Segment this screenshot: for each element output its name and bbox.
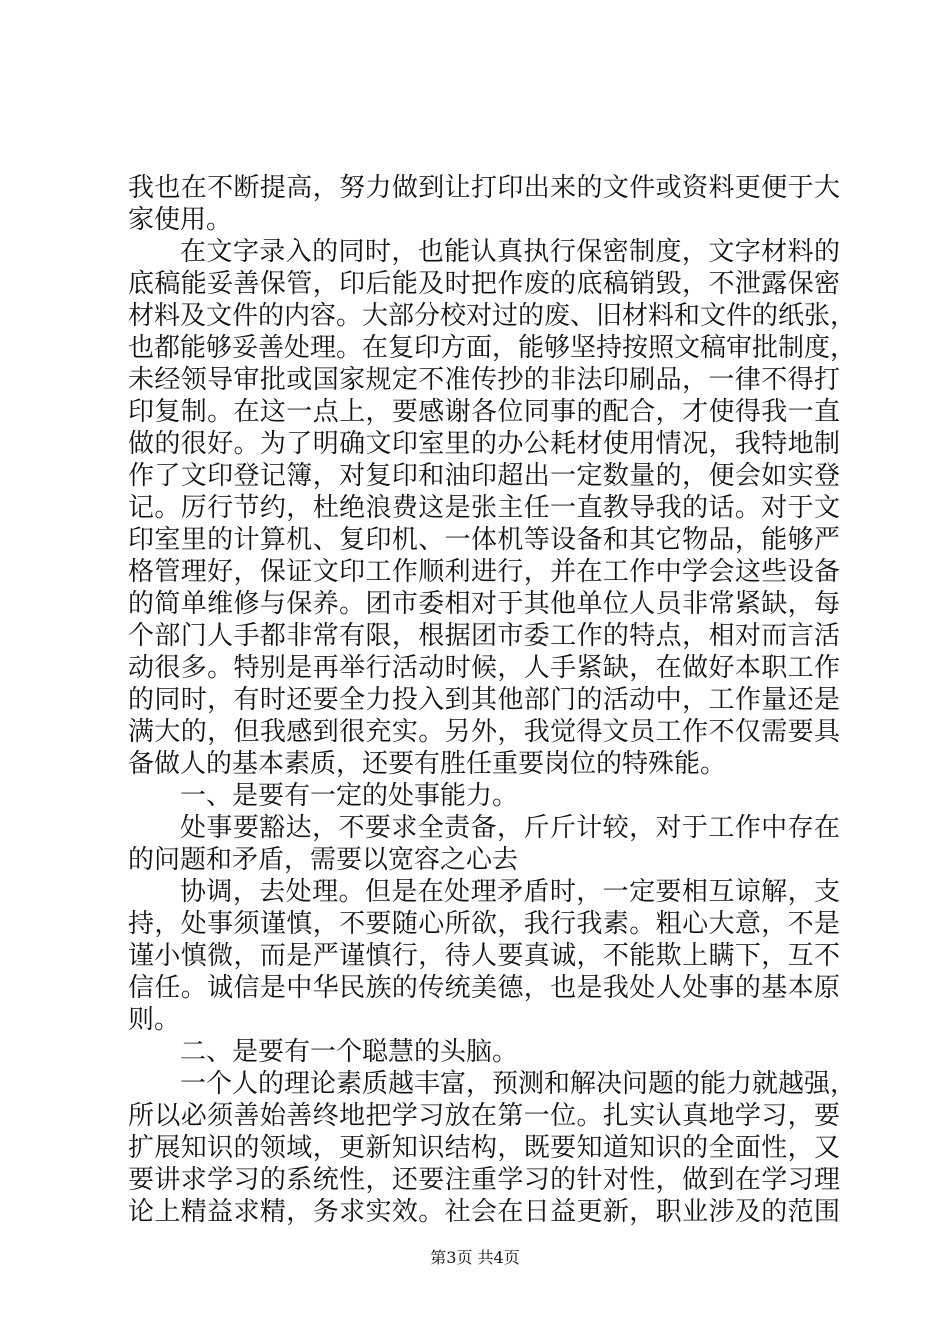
text-line: 备做人的基本素质，还要有胜任重要岗位的特殊能。 (128, 749, 727, 779)
paragraph-start-line: 处事要豁达，不要求全责备，斤斤计较，对于工作中存在 (180, 813, 840, 843)
text-line: 扩展知识的领域，更新知识结构，既要知道知识的全面性，又 (128, 1133, 840, 1163)
text-line: 持，处事须谨慎，不要随心所欲，我行我素。粗心大意，不是 (128, 909, 840, 939)
text-line: 我也在不断提高，努力做到让打印出来的文件或资料更便于大 (128, 173, 840, 203)
text-line: 则。 (128, 1005, 181, 1035)
text-line: 个部门人手都非常有限，根据团市委工作的特点，相对而言活 (128, 621, 840, 651)
text-line: 印复制。在这一点上，要感谢各位同事的配合，才使得我一直 (128, 397, 840, 427)
text-line: 材料及文件的内容。大部分校对过的废、旧材料和文件的纸张， (128, 301, 857, 331)
text-line: 的问题和矛盾，需要以宽容之心去 (128, 845, 519, 875)
text-line: 格管理好，保证文印工作顺利进行，并在工作中学会这些设备 (128, 557, 840, 587)
text-line: 记。厉行节约，杜绝浪费这是张主任一直教导我的话。对于文 (128, 493, 840, 523)
text-line: 论上精益求精，务求实效。社会在日益更新，职业涉及的范围 (128, 1197, 840, 1227)
text-line: 动很多。特别是再举行活动时候，人手紧缺，在做好本职工作 (128, 653, 840, 683)
paragraph-start-line: 在文字录入的同时，也能认真执行保密制度，文字材料的 (180, 237, 840, 267)
text-line: 底稿能妥善保管，印后能及时把作废的底稿销毁，不泄露保密 (128, 269, 840, 299)
text-line: 信任。诚信是中华民族的传统美德，也是我处人处事的基本原 (128, 973, 840, 1003)
text-line: 做的很好。为了明确文印室里的办公耗材使用情况，我特地制 (128, 429, 840, 459)
text-line: 满大的，但我感到很充实。另外，我觉得文员工作不仅需要具 (128, 717, 840, 747)
text-line: 也都能够妥善处理。在复印方面，能够坚持按照文稿审批制度， (128, 333, 857, 363)
text-line: 家使用。 (128, 205, 233, 235)
text-line: 未经领导审批或国家规定不准传抄的非法印刷品，一律不得打 (128, 365, 840, 395)
text-line: 的简单维修与保养。团市委相对于其他单位人员非常紧缺，每 (128, 589, 840, 619)
paragraph-start-line: 一个人的理论素质越丰富，预测和解决问题的能力就越强， (180, 1069, 857, 1099)
text-line: 谨小慎微，而是严谨慎行，待人要真诚，不能欺上瞒下，互不 (128, 941, 840, 971)
paragraph-start-line: 协调，去处理。但是在处理矛盾时，一定要相互谅解，支 (180, 877, 840, 907)
text-line: 要讲求学习的系统性，还要注重学习的针对性，做到在学习理 (128, 1165, 840, 1195)
text-line: 印室里的计算机、复印机、一体机等设备和其它物品，能够严 (128, 525, 840, 555)
text-line: 所以必须善始善终地把学习放在第一位。扎实认真地学习，要 (128, 1101, 840, 1131)
section-heading: 一、是要有一定的处事能力。 (180, 781, 519, 811)
section-heading: 二、是要有一个聪慧的头脑。 (180, 1037, 519, 1067)
page-number-footer: 第3页 共4页 (430, 1248, 520, 1267)
text-line: 的同时，有时还要全力投入到其他部门的活动中，工作量还是 (128, 685, 840, 715)
document-body (128, 172, 857, 1228)
text-line: 作了文印登记簿，对复印和油印超出一定数量的，便会如实登 (128, 461, 840, 491)
